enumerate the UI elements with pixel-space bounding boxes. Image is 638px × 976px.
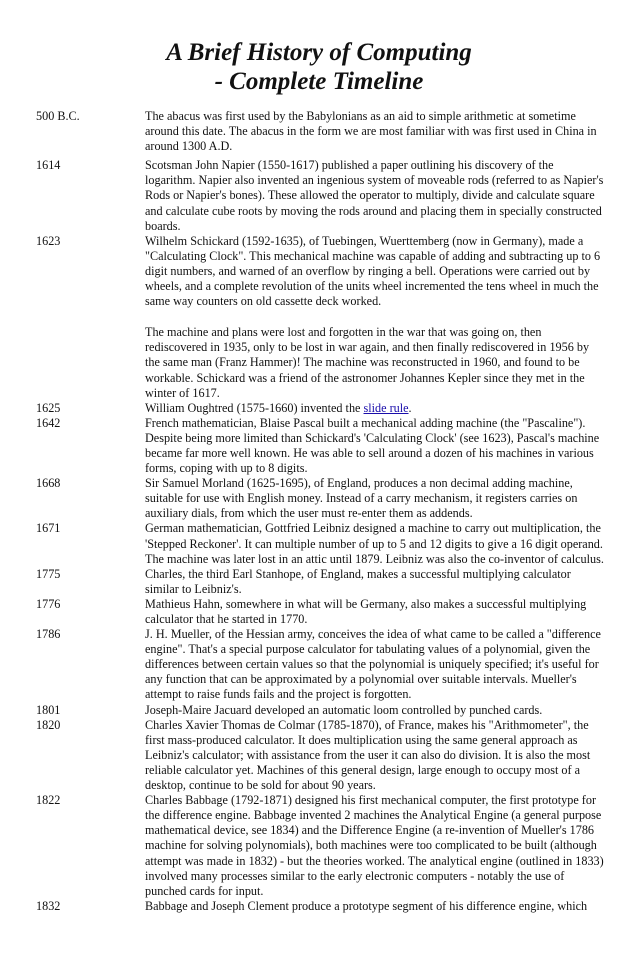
entry-paragraph: Scotsman John Napier (1550-1617) published a paper outlining his discovery of the logarithm. Napier also invented an ingenious system of moveable rods (referred to as Napier's Rods or Napier's bones). These allowed the operator to multiply, divide and calculate square and calculate cube roots by moving the rods around and placing them in specially constructed boards. bbox=[145, 158, 604, 233]
entry-paragraph: Sir Samuel Morland (1625-1695), of England, produces a non decimal adding machine, suitable for use with English money. Instead of a carry mechanism, it registers carries on auxiliary dials, from which the user must re-enter them as addends. bbox=[145, 476, 578, 521]
entry-year: 1775 bbox=[36, 566, 61, 581]
entry-paragraph: Babbage and Joseph Clement produce a prototype segment of his difference engine, which bbox=[145, 898, 588, 913]
timeline-entry-1642 bbox=[36, 416, 604, 476]
entry-year: 500 B.C. bbox=[36, 109, 80, 123]
page-title bbox=[0, 38, 638, 96]
entry-year: 1832 bbox=[36, 898, 61, 913]
entry-paragraph: Charles Xavier Thomas de Colmar (1785-1870), of France, makes his "Arithmometer", the first mass-produced calculator. It does multiplication using the same general approach as Leibniz's calculator; with assistance from the user it can also do division. It is also the most reliable calculator yet. Machines of this general design, large enough to occupy most of a desktop, continue to be sold for about 90 years. bbox=[145, 717, 591, 793]
timeline-entry-500bc bbox=[36, 109, 604, 154]
timeline-entry-1820 bbox=[36, 718, 604, 793]
timeline-entry-1775 bbox=[36, 567, 604, 597]
entry-description bbox=[145, 158, 604, 233]
entry-description bbox=[145, 401, 604, 416]
entry-description bbox=[145, 718, 604, 793]
entry-description bbox=[145, 521, 604, 566]
entry-paragraph: German mathematician, Gottfried Leibniz designed a machine to carry out multiplication, the 'Stepped Reckoner'. It can multiple number of up to 5 and 12 digits to give a 16 digit operand. The machine was later lost in an attic until 1879. Leibniz was also the co-inventor of calculus. bbox=[145, 521, 604, 566]
entry-year: 1668 bbox=[36, 476, 61, 491]
entry-year: 1801 bbox=[36, 702, 61, 717]
entry-description bbox=[145, 899, 604, 914]
entry-description bbox=[145, 793, 604, 899]
title-line-1: A Brief History of Computing bbox=[166, 39, 472, 66]
entry-paragraph: The machine and plans were lost and forgotten in the war that was going on, then rediscovered in 1935, only to be lost in war again, and then finally rediscovered in 1956 by the same man (Franz Hammer)! The machine was reconstructed in 1960, and found to be workable. Schickard was a friend of the astronomer Johannes Kepler since they met in the winter of 1617. bbox=[145, 325, 590, 400]
entry-year: 1614 bbox=[36, 158, 61, 173]
timeline-entry-1671 bbox=[36, 521, 604, 566]
timeline bbox=[36, 109, 604, 914]
entry-year: 1822 bbox=[36, 793, 61, 808]
entry-year: 1776 bbox=[36, 596, 61, 611]
entry-paragraph bbox=[145, 401, 604, 416]
entry-year: 1625 bbox=[36, 400, 61, 415]
timeline-entry-1776 bbox=[36, 597, 604, 627]
entry-description bbox=[145, 567, 604, 597]
entry-paragraph: Charles Babbage (1792-1871) designed his first mechanical computer, the first prototype for the difference engine. Babbage invented 2 machines the Analytical Engine (a general purpose mathematical device, see 1834) and the Difference Engine (a re-invention of Mueller's 1786 machine for solving polynomials), both machines were too complicated to be built (although attempt was made in 1832) - but the theories worked. The analytical engine (outlined in 1833) involved many processes similar to the early electronic computers - notably the use of punched cards for input. bbox=[145, 793, 604, 898]
entry-text: . bbox=[408, 400, 412, 415]
entry-description bbox=[145, 627, 604, 702]
entry-paragraph: J. H. Mueller, of the Hessian army, conceives the idea of what came to be called a "difference engine". That's a special purpose calculator for tabulating values of a polynomial, given the differences between certain values so that the polynomial is uniquely specified; it's useful for any function that can be approximated by a polynomial over suitable intervals. Mueller's attempt to raise funds fails and the project is forgotten. bbox=[145, 627, 601, 702]
entry-description bbox=[145, 703, 604, 718]
entry-description bbox=[145, 416, 604, 476]
entry-year: 1820 bbox=[36, 717, 61, 732]
entry-text: William Oughtred (1575-1660) invented the bbox=[145, 400, 364, 415]
timeline-entry-1801 bbox=[36, 703, 604, 718]
timeline-entry-1668 bbox=[36, 476, 604, 521]
entry-year: 1623 bbox=[36, 233, 61, 248]
entry-year: 1671 bbox=[36, 521, 61, 536]
entry-description bbox=[145, 597, 604, 627]
entry-paragraph: Charles, the third Earl Stanhope, of England, makes a successful multiplying calculator similar to Leibniz's. bbox=[145, 566, 571, 596]
entry-year: 1642 bbox=[36, 415, 61, 430]
timeline-entry-1832 bbox=[36, 899, 604, 914]
timeline-entry-1614 bbox=[36, 158, 604, 233]
timeline-entry-1822 bbox=[36, 793, 604, 899]
entry-paragraph: The abacus was first used by the Babylonians as an aid to simple arithmetic at sometime around this date. The abacus in the form we are most familiar with was first used in China in around 1300 A.D. bbox=[145, 109, 597, 154]
entry-paragraph: French mathematician, Blaise Pascal built a mechanical adding machine (the "Pascaline"). Despite being more limited than Schickard's 'Calculating Clock' (see 1623), Pascal's machine became far more well known. He was able to sell around a dozen of his machines in various forms, coping with up to 8 digits. bbox=[145, 415, 600, 476]
entry-paragraph: Joseph-Maire Jacuard developed an automatic loom controlled by punched cards. bbox=[145, 702, 543, 717]
title-line-2: - Complete Timeline bbox=[214, 68, 424, 95]
entry-description bbox=[145, 109, 604, 154]
slide-rule-link[interactable]: slide rule bbox=[363, 400, 409, 415]
entry-year: 1786 bbox=[36, 627, 61, 642]
timeline-entry-1625 bbox=[36, 401, 604, 416]
entry-description bbox=[145, 476, 604, 521]
timeline-entry-1623 bbox=[36, 234, 604, 401]
entry-paragraph: Wilhelm Schickard (1592-1635), of Tuebingen, Wuerttemberg (now in Germany), made a "Calculating Clock". This mechanical machine was capable of adding and subtracting up to 6 digit numbers, and warned of an overflow by ringing a bell. Operations were carried out by wheels, and a complete revolution of the units wheel incremented the tens wheel in much the same way counters on old cassette deck worked. bbox=[145, 233, 601, 309]
entry-description bbox=[145, 234, 604, 401]
entry-paragraph: Mathieus Hahn, somewhere in what will be Germany, also makes a successful multiplying calculator that he started in 1770. bbox=[145, 596, 587, 626]
timeline-entry-1786 bbox=[36, 627, 604, 702]
